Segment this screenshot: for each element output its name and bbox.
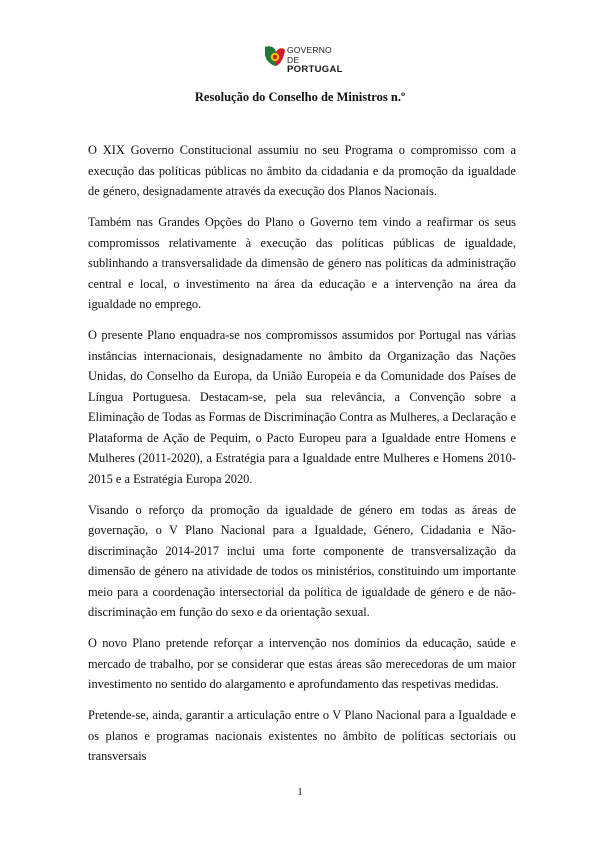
paragraph: O presente Plano enquadra-se nos compromissos assumidos por Portugal nas várias instâncias internacionais, designadamente no âmbito da Organização das Nações Unidas, do Conselho da Europa, da União Europeia e da Comunidade dos Países de Língua Portuguesa. Destacam-se, pela sua relevância, a Convenção sobre a Eliminação de Todas as Formas de Discriminação Contra as Mulheres, a Declaração e Plataforma de Ação de Pequim, o Pacto Europeu para a Igualdade entre Homens e Mulheres (2011-2020), a Estratégia para a Igualdade entre Mulheres e Homens 2010-2015 e a Estratégia Europa 2020. bbox=[88, 328, 516, 486]
document-body bbox=[88, 140, 516, 777]
paragraph: O novo Plano pretende reforçar a intervenção nos domínios da educação, saúde e mercado de trabalho, por se considerar que estas áreas são merecedoras de um maior investimento no sentido do alargamento e aprofundamento das respetivas medidas. bbox=[88, 636, 516, 691]
paragraph: Visando o reforço da promoção da igualdade de género em todas as áreas de governação, o V Plano Nacional para a Igualdade, Género, Cidadania e Não-discriminação 2014-2017 inclui uma forte componente de transversalização da dimensão de género na atividade de todos os ministérios, constituindo um importante meio para a coordenação intersectorial da política de igualdade de género e de não-discriminação em função do sexo e da orientação sexual. bbox=[88, 502, 516, 619]
governo-portugal-logo bbox=[262, 44, 343, 75]
paragraph: Pretende-se, ainda, garantir a articulação entre o V Plano Nacional para a Igualdade e os planos e programas nacionais existentes no âmbito de políticas sectoriais ou transversais bbox=[88, 708, 516, 763]
logo-wordmark bbox=[287, 45, 343, 75]
paragraph: Também nas Grandes Opções do Plano o Governo tem vindo a reafirmar os seus compromissos relativamente à execução das políticas públicas de igualdade, sublinhando a transversalidade da dimensão de género nas políticas da administração central e local, o investimento na área da educação e a intervenção na área da igualdade no emprego. bbox=[88, 215, 516, 311]
page-number: 1 bbox=[297, 786, 303, 798]
document-title: Resolução do Conselho de Ministros n.º bbox=[194, 90, 406, 104]
paragraph: O XIX Governo Constitucional assumiu no seu Programa o compromisso com a execução das políticas públicas no âmbito da cidadania e da promoção da igualdade de género, designadamente através da execução dos Planos Nacionais. bbox=[88, 143, 516, 198]
logo-line2: PORTUGAL bbox=[287, 64, 343, 75]
logo-line1: GOVERNO DE bbox=[287, 45, 332, 65]
portugal-emblem-icon bbox=[262, 44, 286, 70]
